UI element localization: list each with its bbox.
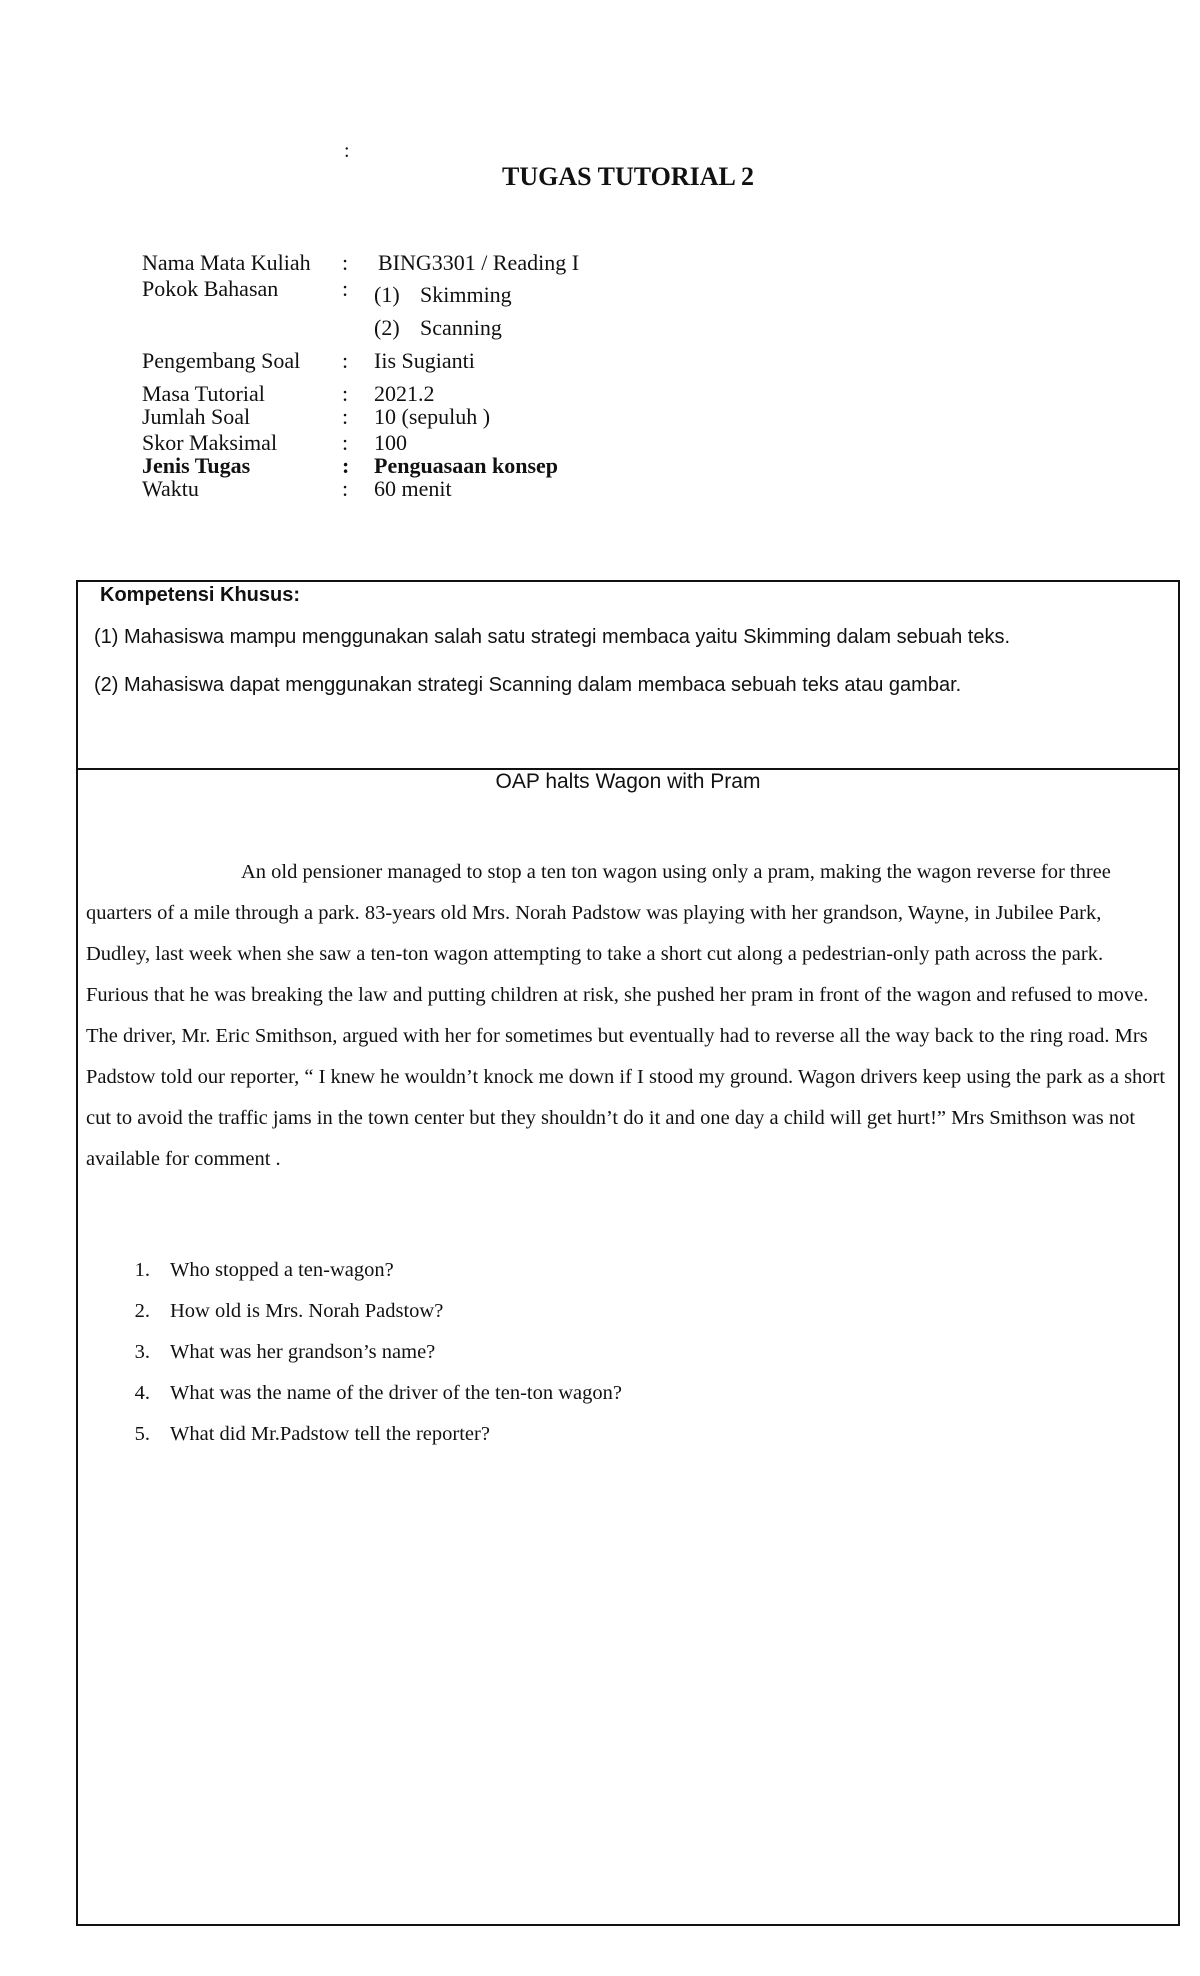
meta-value: BING3301 / Reading I: [378, 250, 580, 275]
question-text: What was her grandson’s name?: [170, 1341, 436, 1363]
meta-colon: :: [342, 404, 349, 429]
list-item: [114, 1332, 622, 1373]
meta-label: Nama Mata Kuliah: [142, 250, 311, 275]
passage-body: [86, 852, 1168, 1180]
meta-colon: :: [342, 250, 349, 275]
meta-label: Pengembang Soal: [142, 348, 301, 373]
question-text: What was the name of the driver of the ten-ton wagon?: [170, 1382, 622, 1404]
competency-item: (1) Mahasiswa mampu menggunakan salah satu strategi membaca yaitu Skimming dalam sebuah teks.: [94, 626, 1010, 648]
meta-label: Masa Tutorial: [142, 381, 265, 406]
topic-item-text: Skimming: [420, 282, 512, 307]
stray-colon: :: [344, 140, 350, 162]
meta-row-author: [0, 348, 1200, 374]
meta-label: Jumlah Soal: [142, 404, 251, 429]
question-text: Who stopped a ten-wagon?: [170, 1259, 394, 1281]
question-number: 4.: [134, 1382, 150, 1404]
meta-colon: :: [342, 348, 349, 373]
meta-value: 10 (sepuluh ): [374, 404, 491, 429]
question-number: 2.: [134, 1300, 150, 1322]
question-list: [114, 1250, 622, 1455]
meta-colon: :: [342, 453, 350, 478]
competency-title: Kompetensi Khusus:: [100, 584, 301, 606]
list-item: [114, 1414, 622, 1455]
list-item: [114, 1291, 622, 1332]
passage-title: OAP halts Wagon with Pram: [495, 770, 761, 793]
meta-colon: :: [342, 381, 349, 406]
topic-item-text: Scanning: [420, 315, 502, 340]
meta-label: Jenis Tugas: [142, 453, 251, 478]
passage-text: An old pensioner managed to stop a ten ton wagon using only a pram, making the wagon reverse for three quarters of a mile through a park. 83-years old Mrs. Norah Padstow was playing with her grandson, Wayne, in Jubilee Park, Dudley, last week when she saw a ten-ton wagon attempting to take a short cut along a pedestrian-only path across the park. Furious that he was breaking the law and putting children at risk, she pushed her pram in front of the wagon and refused to move. The driver, Mr. Eric Smithson, argued with her for sometimes but eventually had to reverse all the way back to the ring road. Mrs Padstow told our reporter, “ I knew he wouldn’t knock me down if I stood my ground. Wagon drivers keep using the park as a short cut to avoid the traffic jams in the town center but they shouldn’t do it and one day a child will get hurt!” Mrs Smithson was not available for comment .: [86, 861, 1166, 1170]
document-title: TUGAS TUTORIAL 2: [502, 162, 754, 191]
topic-item: [0, 315, 1200, 341]
meta-label: Pokok Bahasan: [142, 276, 279, 301]
task-frame: [76, 580, 1180, 1926]
meta-row-course: [0, 250, 1200, 276]
meta-value: Penguasaan konsep: [374, 453, 559, 478]
meta-colon: :: [342, 476, 349, 501]
question-text: What did Mr.Padstow tell the reporter?: [170, 1423, 490, 1445]
meta-label: Waktu: [142, 476, 199, 501]
meta-row-question-count: [0, 404, 1200, 430]
meta-label: Skor Maksimal: [142, 430, 278, 455]
list-item: [114, 1250, 622, 1291]
question-number: 5.: [134, 1423, 150, 1445]
topic-item: [0, 282, 1200, 308]
topic-item-number: (2): [374, 315, 400, 340]
topic-item-number: (1): [374, 282, 400, 307]
meta-colon: :: [342, 430, 349, 455]
question-text: How old is Mrs. Norah Padstow?: [170, 1300, 444, 1322]
question-number: 3.: [134, 1341, 150, 1363]
meta-colon: :: [342, 276, 349, 301]
meta-value: 2021.2: [374, 381, 435, 406]
question-number: 1.: [134, 1259, 150, 1281]
meta-value: Iis Sugianti: [374, 348, 475, 373]
course-metadata: [0, 0, 1200, 520]
competency-item: (2) Mahasiswa dapat menggunakan strategi Scanning dalam membaca sebuah teks atau gambar.: [94, 674, 962, 696]
list-item: [114, 1373, 622, 1414]
meta-value: 100: [374, 430, 407, 455]
meta-row-time: [0, 476, 1200, 502]
meta-value: 60 menit: [374, 476, 452, 501]
